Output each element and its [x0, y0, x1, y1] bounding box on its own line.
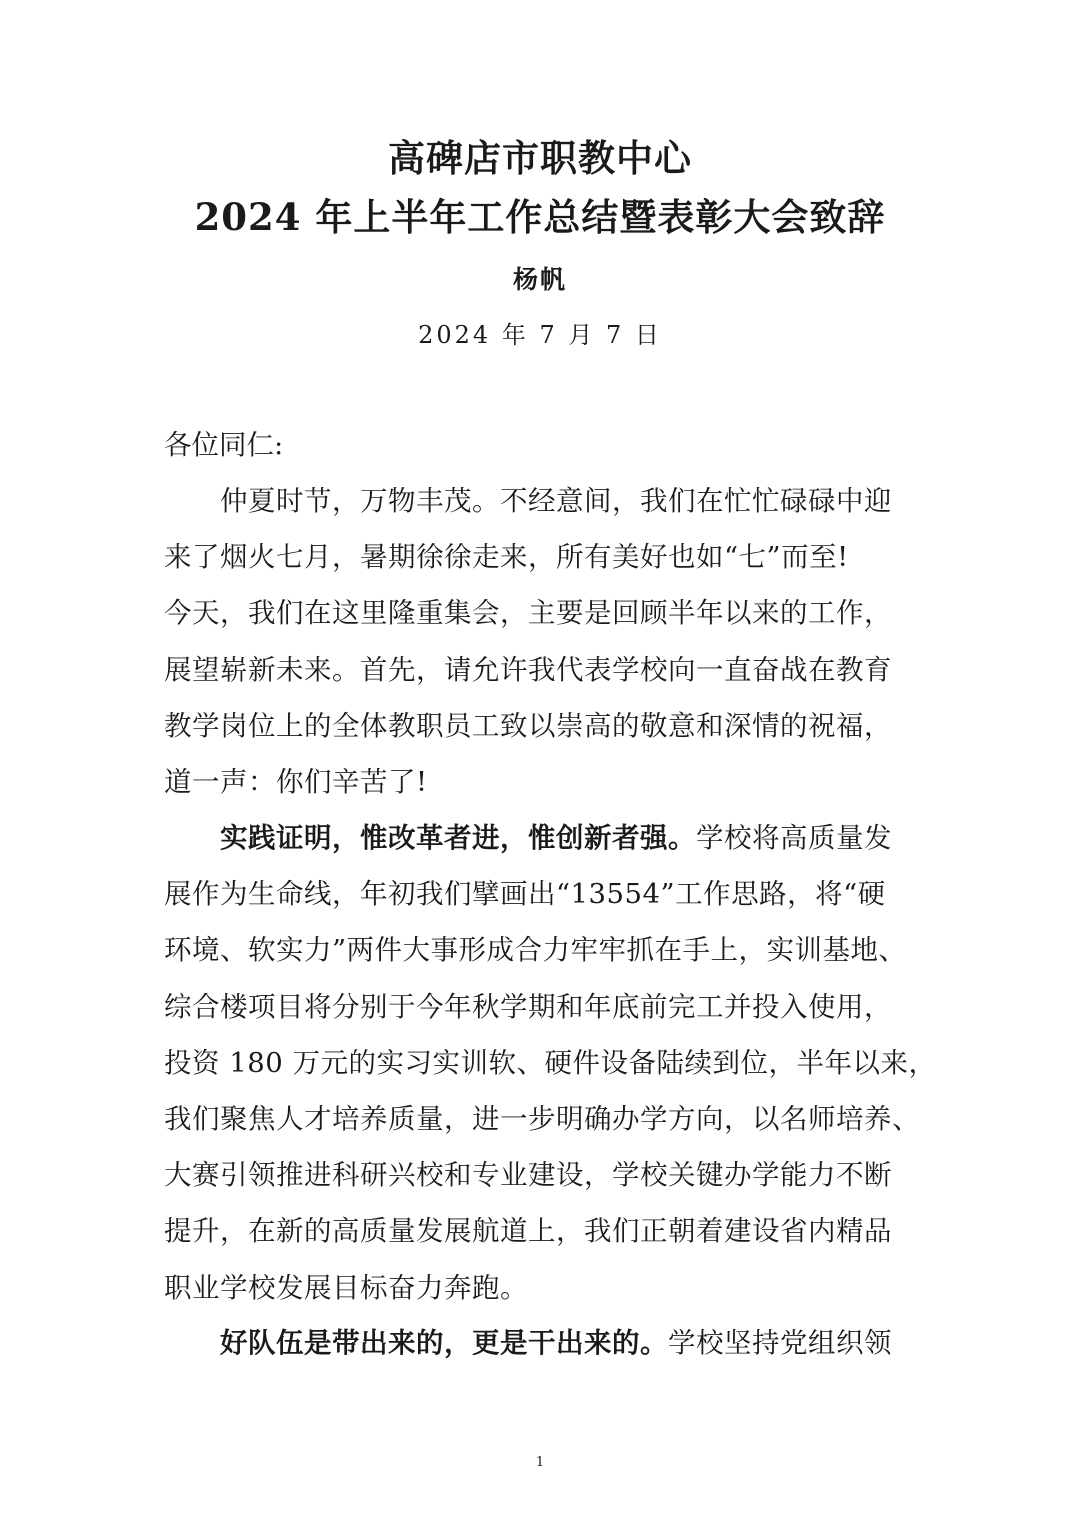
page-number: 1 [535, 1455, 545, 1470]
paragraph-1-line: 来了烟火七月，暑期徐徐走来，所有美好也如“七”而至! [164, 541, 849, 574]
paragraph-1-line: 今天，我们在这里隆重集会，主要是回顾半年以来的工作， [164, 597, 892, 630]
document-title-line1: 高碑店市职教中心 [388, 136, 692, 180]
paragraph-2-lead-sentence: 实践证明，惟改革者进，惟创新者强。 [220, 822, 696, 854]
paragraph-2-line: 学校将高质量发 [696, 822, 892, 854]
paragraph-3-first-line [164, 1315, 924, 1371]
salutation: 各位同仁: [164, 429, 284, 461]
paragraph-1-line: 道一声：你们辛苦了! [164, 765, 428, 798]
paragraph-2-line: 职业学校发展目标奋力奔跑。 [164, 1271, 528, 1304]
paragraph-2-line: 提升，在新的高质量发展航道上，我们正朝着建设省内精品 [164, 1215, 892, 1248]
paragraph-2-line: 大赛引领推进科研兴校和专业建设，学校关键办学能力不断 [164, 1159, 892, 1192]
paragraph-3 [164, 1315, 924, 1371]
paragraph-2-line: 投资 180 万元的实习实训软、硬件设备陆续到位，半年以来， [164, 1046, 937, 1079]
author-name: 杨帆 [512, 265, 567, 294]
paragraph-2-line: 我们聚焦人才培养质量，进一步明确办学方向，以名师培养、 [164, 1102, 920, 1135]
document-title-line2: 2024 年上半年工作总结暨表彰大会致辞 [194, 195, 886, 239]
paragraph-2-line: 环境、软实力”两件大事形成合力牢牢抓在手上，实训基地、 [164, 934, 907, 967]
paragraph-2-first-line [164, 810, 924, 866]
paragraph-2-line: 展作为生命线，年初我们擘画出“13554”工作思路，将“硬 [164, 878, 886, 911]
paragraph-2 [164, 810, 937, 1316]
paragraph-2-line: 综合楼项目将分别于今年秋学期和年底前完工并投入使用， [164, 990, 892, 1023]
paragraph-1-line: 展望崭新未来。首先，请允许我代表学校向一直奋战在教育 [164, 653, 892, 686]
speech-date: 2024 年 7 月 7 日 [418, 321, 662, 349]
paragraph-1-line: 教学岗位上的全体教职员工致以崇高的敬意和深情的祝福， [164, 709, 892, 742]
paragraph-1 [164, 473, 924, 810]
paragraph-1-line: 仲夏时节，万物丰茂。不经意间，我们在忙忙碌碌中迎 [220, 485, 892, 517]
paragraph-3-lead-sentence: 好队伍是带出来的，更是干出来的。 [220, 1327, 668, 1359]
paragraph-3-line: 学校坚持党组织领 [668, 1327, 892, 1359]
